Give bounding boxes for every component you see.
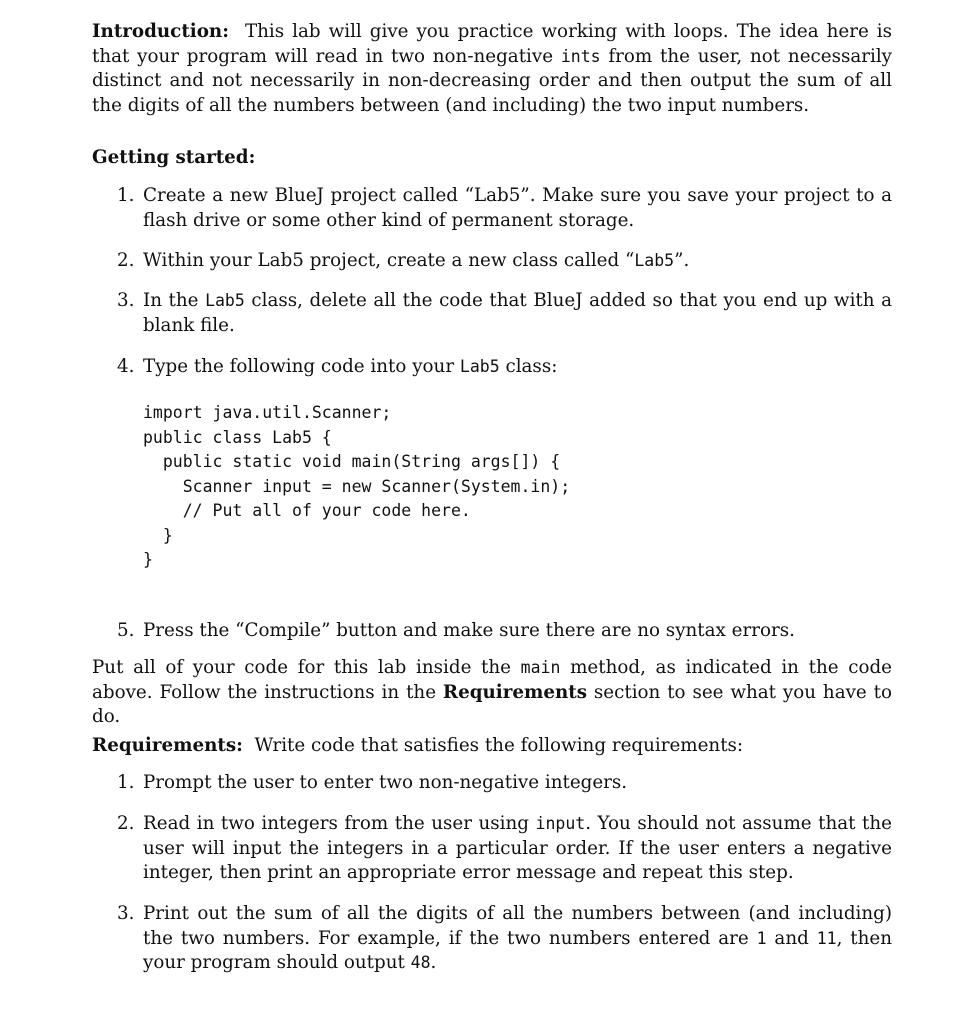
introduction-label: Introduction: (92, 21, 229, 42)
requirements-paragraph (92, 734, 892, 759)
note-text: method, as indicated in the code above. Follow the instructions in the (92, 657, 892, 703)
example-number-1: 1 (756, 928, 767, 948)
step-text (143, 355, 892, 380)
requirement-text (143, 812, 892, 886)
step-5 (117, 619, 892, 644)
lab5-code: Lab5 (459, 357, 500, 376)
lab5-code: Lab5 (634, 251, 675, 270)
getting-started-heading: Getting started: (92, 147, 256, 168)
step-number: 1. (117, 185, 135, 206)
step-text-part: Within your Lab5 project, create a new class called “ (143, 250, 635, 271)
step-text-part: Type the following code into your (143, 356, 460, 377)
requirement-1 (117, 771, 892, 796)
code-line: } (143, 525, 173, 545)
step-number: 5. (117, 620, 135, 641)
step-text: Press the “Compile” button and make sure there are no syntax errors. (143, 620, 795, 641)
requirements-intro: Write code that satisfies the following requirements: (254, 735, 744, 756)
requirements-reference: Requirements (442, 681, 588, 703)
code-line: Scanner input = new Scanner(System.in); (143, 476, 571, 496)
requirement-text (143, 902, 892, 976)
note-text: Put all of your code for this lab inside the (92, 657, 521, 678)
ints-code: ints (560, 46, 601, 66)
lab5-code: Lab5 (205, 291, 245, 310)
requirement-number: 1. (117, 772, 135, 793)
note-text: section to see what you have to do. (92, 681, 892, 727)
requirement-text-part: and (766, 927, 817, 949)
requirement-3 (117, 902, 892, 976)
example-number-11: 11 (816, 928, 837, 948)
step-text-part: In the (143, 290, 206, 311)
step-text (143, 289, 892, 338)
requirements-label: Requirements: (92, 735, 243, 756)
requirement-2 (117, 812, 892, 886)
requirement-number: 2. (117, 813, 135, 834)
requirement-text-part: . (430, 952, 437, 973)
step-number: 4. (117, 356, 135, 377)
example-output-48: 48 (410, 953, 431, 972)
main-method-note (92, 656, 892, 730)
introduction-text-end: from the user, not necessarily distinct and not necessarily in non-decreasing order and then output the sum of all the digits of all the numbers between (and including) the two input numbers. (92, 45, 893, 116)
requirement-text-part: . You should not assume that the user will input the integers in a particular order. If the user enters a negative integer, then print an appropriate error message and repeat this step. (143, 813, 892, 883)
step-text-part: class, delete all the code that BlueJ added so that you end up with a blank file. (143, 290, 892, 336)
step-text-part: ”. (674, 250, 690, 271)
code-line: } (143, 550, 153, 569)
code-line: public class Lab5 { (143, 427, 332, 447)
step-3 (117, 289, 892, 338)
requirement-text-part: Print out the sum of all the digits of all the numbers between (and including) the two numbers. For example, if the two numbers entered are (143, 903, 892, 949)
code-listing (143, 401, 570, 573)
input-code: input (535, 814, 586, 833)
step-text: Create a new BlueJ project called “Lab5”. Make sure you save your project to a flash drive or some other kind of permanent storage. (143, 185, 892, 231)
step-text-part: class: (499, 356, 558, 377)
step-4 (117, 355, 892, 380)
step-number: 2. (117, 250, 135, 271)
main-code: main (520, 658, 561, 677)
requirement-number: 3. (117, 903, 135, 924)
step-1 (117, 184, 892, 233)
introduction-paragraph (92, 20, 892, 118)
requirement-text: Prompt the user to enter two non-negative integers. (143, 772, 628, 793)
code-line: // Put all of your code here. (143, 501, 471, 520)
code-line: import java.util.Scanner; (143, 403, 392, 422)
introduction-text: This lab will give you practice working with loops. The idea here is that your program will read in two non-negative (92, 21, 892, 67)
code-line: public static void main(String args[]) { (143, 452, 561, 471)
step-number: 3. (117, 290, 135, 311)
step-text (143, 249, 892, 274)
requirement-text-part: , then your program should output (143, 927, 892, 973)
requirement-text-part: Read in two integers from the user using (143, 813, 536, 834)
step-2 (117, 249, 892, 274)
